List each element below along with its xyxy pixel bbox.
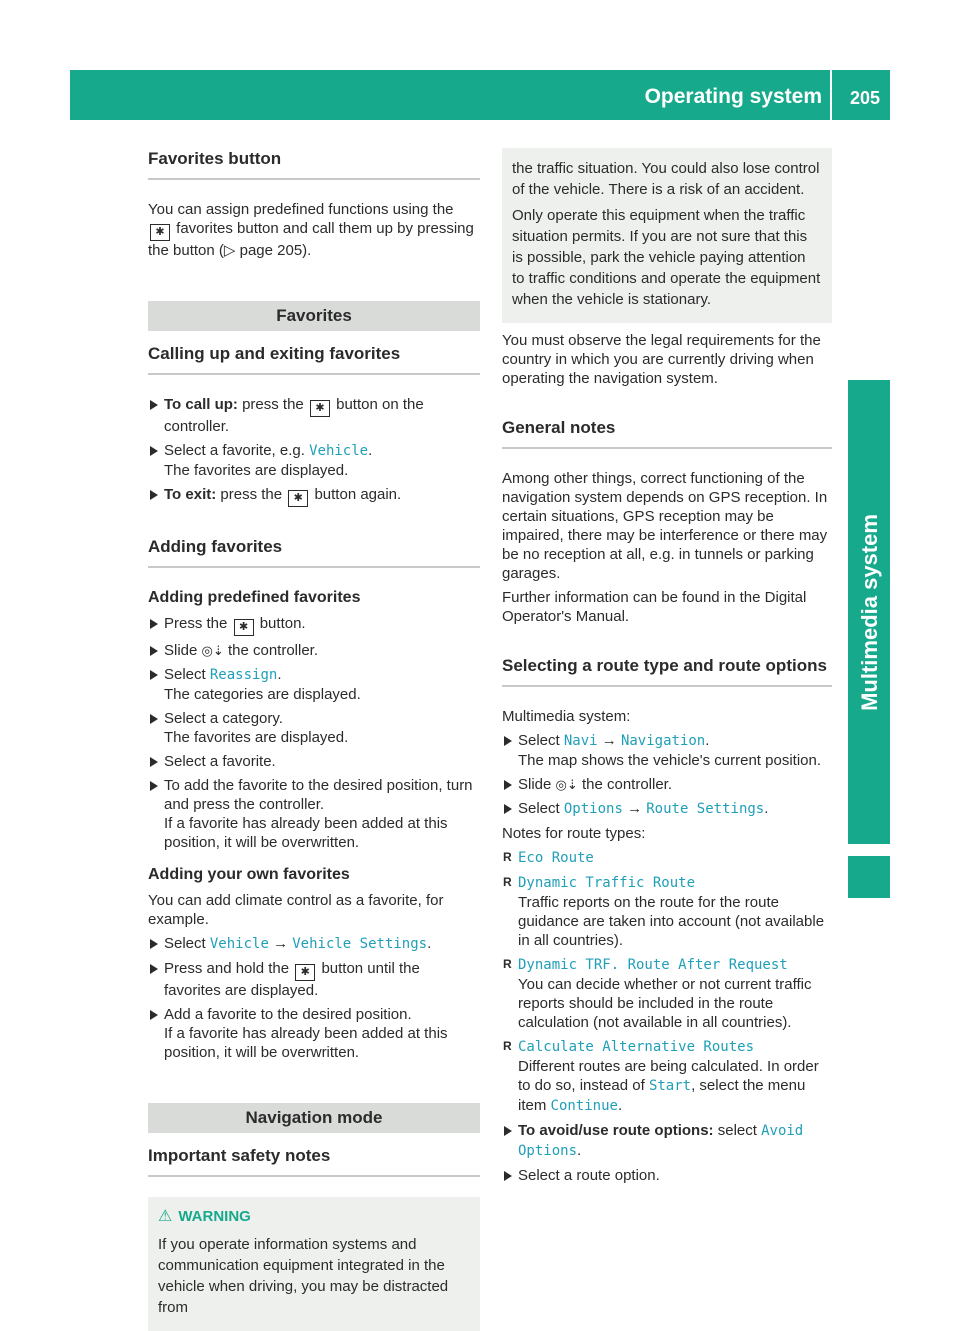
arrow-icon: → [273,935,289,952]
favorites-key-icon: ✱ [310,400,330,417]
band-heading: Navigation mode [148,1103,480,1133]
subheading: Adding predefined favorites [148,589,361,606]
menu-item-vehicle-settings: Vehicle Settings [292,936,428,952]
menu-item-route-settings: Route Settings [646,801,765,817]
favorites-key-icon: ✱ [288,490,308,507]
page-title: Operating system [644,85,822,108]
right-column [502,148,832,1190]
warning-box-continued [502,148,832,323]
paragraph: You can add climate control as a favorite, for example. [148,892,444,928]
menu-item-reassign: Reassign [209,667,278,683]
page-ref-icon: ▷ [223,242,236,259]
paragraph: Among other things, correct functioning of the navigation system depends on GPS reception. In certain situations, GPS reception may be impaired, there may be interference or there may be no reception at all, e.g. in tunnels or parking garages. [502,470,828,582]
side-tab [848,380,890,844]
arrow-icon: → [627,800,643,817]
paragraph: Further information can be found in the Digital Operator's Manual. [502,589,807,625]
list-item: R Dynamic TRF. Route After Request You can decide whether or not current traffic reports should be included in the route calculation (not available in all countries). [502,955,832,1032]
step: Press and hold the ✱ button until the favorites are displayed. [148,959,480,1000]
menu-item-vehicle: Vehicle [209,936,269,952]
subheading: Adding your own favorites [148,866,350,883]
controller-icon: ◎⇣ [555,777,578,792]
section-heading: Adding favorites [148,536,480,568]
favorites-key-icon: ✱ [295,964,315,981]
favorites-key-icon: ✱ [234,619,254,636]
step: To add the favorite to the desired position, turn and press the controller. If a favorite has already been added at this position, it will be overwritten. [148,776,480,852]
step: Add a favorite to the desired position. If a favorite has already been added at this position, it will be overwritten. [148,1005,480,1062]
warning-text: Only operate this equipment when the traffic situation permits. If you are not sure that this is possible, park the vehicle paying attention to traffic conditions and operate the equipment when the vehicle is stationary. [512,207,821,308]
paragraph: You must observe the legal requirements for the country in which you are currently driving when operating the navigation system. [502,332,821,387]
menu-item-options: Options [563,801,623,817]
step: Select Navi → Navigation. The map shows the vehicle's current position. [502,731,832,770]
warning-text: If you operate information systems and communication equipment integrated in the vehicle when driving, you may be distracted from [158,1236,449,1316]
menu-item-navigation: Navigation [620,733,706,749]
step: Select a category. The favorites are displayed. [148,709,480,747]
warning-text: the traffic situation. You could also lose control of the vehicle. There is a risk of an accident. [512,160,820,198]
favorites-key-icon: ✱ [150,224,170,241]
header-divider [830,70,832,120]
paragraph: Multimedia system: [502,708,631,725]
step: Select a favorite. [148,752,480,771]
menu-item-vehicle: Vehicle [309,443,369,459]
section-heading: Calling up and exiting favorites [148,343,480,375]
step: Select a route option. [502,1166,832,1185]
warning-title: WARNING [178,1208,251,1225]
step: Select Options → Route Settings. [502,799,832,819]
step: Select Vehicle → Vehicle Settings. [148,934,480,954]
list-item: R Eco Route [502,848,832,868]
arrow-icon: → [601,732,617,749]
paragraph: Notes for route types: [502,825,646,842]
step: To exit: press the ✱ button again. [148,485,480,507]
side-marker [848,856,890,898]
left-column [148,148,480,1331]
step: Slide ◎⇣ the controller. [148,641,480,660]
step: Select a favorite, e.g. Vehicle. The favorites are displayed. [148,441,480,480]
paragraph: You can assign predefined functions using the ✱ favorites button and call them up by pressing the button (▷ page 205). [148,201,474,259]
side-tab-label: Multimedia system [856,513,882,711]
menu-item-avoid-options: Avoid Options [518,1123,804,1159]
step: Select Reassign. The categories are displayed. [148,665,480,704]
warning-icon: ⚠ [158,1208,173,1225]
section-heading: Favorites button [148,148,480,180]
section-heading: General notes [502,417,832,449]
section-heading: Selecting a route type and route options [502,655,832,687]
list-item: R Calculate Alternative Routes Different routes are being calculated. In order to do so, instead of Start, select the menu item Continue. [502,1037,832,1116]
controller-icon: ◎⇣ [201,643,224,658]
section-heading: Important safety notes [148,1145,480,1177]
menu-item-navi: Navi [563,733,598,749]
step: Slide ◎⇣ the controller. [502,775,832,794]
list-item: R Dynamic Traffic Route Traffic reports on the route for the route guidance are taken into account (not available in all countries). [502,873,832,950]
page-number: 205 [849,88,880,108]
band-heading: Favorites [148,301,480,331]
step: To call up: press the ✱ button on the controller. [148,395,480,436]
step: Press the ✱ button. [148,614,480,636]
step: To avoid/use route options: select Avoid Options. [502,1121,832,1161]
header-bar [70,70,890,120]
warning-box [148,1197,480,1331]
